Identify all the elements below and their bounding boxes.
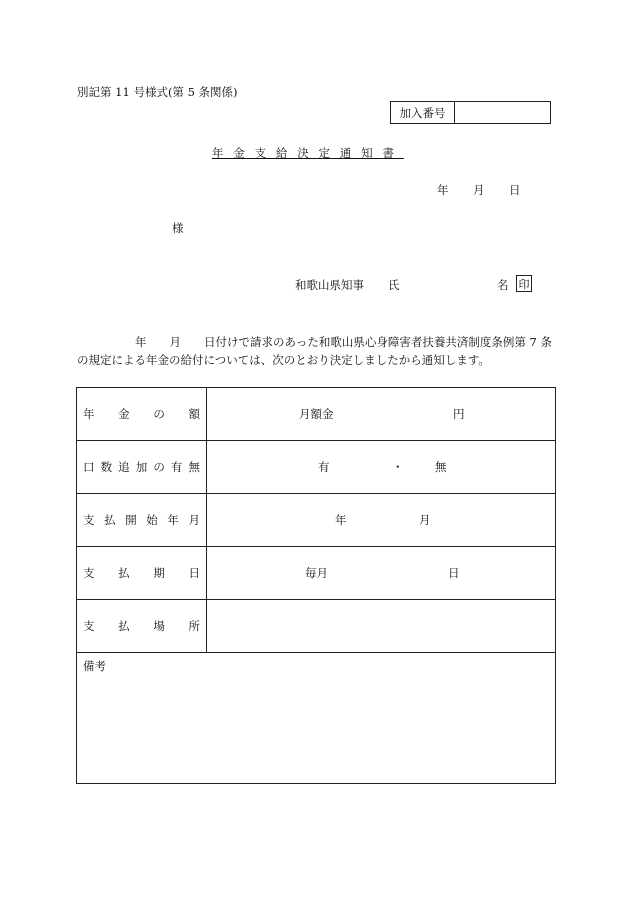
row-label-text: 年 金 の 額	[83, 407, 200, 421]
remarks-area[interactable]	[77, 653, 555, 783]
amount-prefix: 月額金	[299, 407, 334, 421]
option-yes[interactable]: 有	[318, 460, 330, 474]
date-line	[437, 182, 521, 198]
table-row-payment-place	[77, 600, 555, 653]
table-row-payment-day	[77, 547, 555, 600]
date-month: 月	[473, 183, 485, 197]
label-cell	[77, 388, 207, 440]
option-separator: ・	[392, 460, 404, 474]
option-no[interactable]: 無	[435, 460, 447, 474]
payment-day-unit: 日	[448, 566, 460, 580]
value-cell[interactable]	[207, 494, 555, 546]
row-label-text: 支 払 場 所	[83, 619, 200, 633]
amount-unit: 円	[453, 407, 465, 421]
table-row-amount	[77, 388, 555, 441]
body-text	[77, 333, 555, 369]
value-cell[interactable]	[207, 547, 555, 599]
seal-stamp: 印	[516, 275, 532, 292]
issuer-name-prefix: 氏	[388, 278, 400, 292]
date-day: 日	[509, 183, 521, 197]
issuer-line	[295, 277, 400, 293]
form-reference: 別記第 11 号様式(第 5 条関係)	[77, 85, 238, 99]
row-label-text: 支 払 期 日	[83, 566, 200, 580]
label-cell	[77, 441, 207, 493]
body-line: 年 月 日付けで請求のあった和歌山県心身障害者扶養共済制度条例第 7 条の規定による年金の給付については、次のとおり決定しましたから通知します。	[77, 335, 553, 367]
row-label	[83, 406, 200, 422]
payment-day-prefix: 毎月	[305, 566, 328, 580]
start-month-unit: 月	[419, 513, 431, 527]
issuer-title: 和歌山県知事	[295, 278, 364, 292]
label-cell	[77, 547, 207, 599]
addressee-suffix: 様	[172, 221, 184, 235]
member-number-field[interactable]	[455, 102, 550, 123]
row-label-text: 口 数 追 加 の 有 無	[83, 460, 200, 474]
issuer-name-suffix: 名	[497, 278, 509, 292]
row-label-text: 支 払 開 始 年 月	[83, 513, 200, 527]
document-title: 年金支給決定通知書	[212, 146, 404, 160]
value-cell[interactable]	[207, 388, 555, 440]
member-number-box	[390, 101, 551, 124]
table-row-additional-units	[77, 441, 555, 494]
member-number-label: 加入番号	[391, 102, 455, 123]
remarks-label: 備考	[83, 659, 106, 673]
label-cell	[77, 600, 207, 652]
start-year-unit: 年	[335, 513, 347, 527]
table-row-start-month	[77, 494, 555, 547]
value-cell[interactable]	[207, 441, 555, 493]
date-year: 年	[437, 183, 449, 197]
label-cell	[77, 494, 207, 546]
details-table	[76, 387, 556, 784]
value-cell[interactable]	[207, 600, 555, 652]
